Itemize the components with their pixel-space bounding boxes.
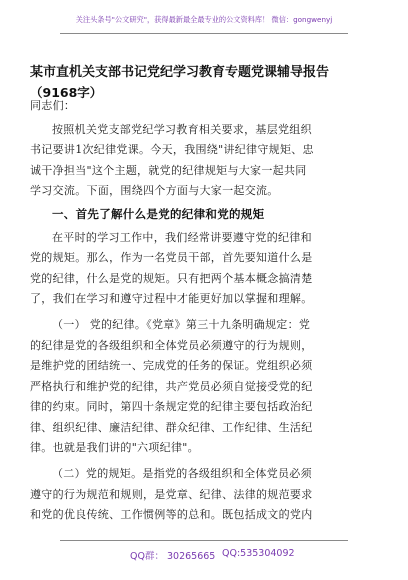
footer-qq-contact: QQ:535304092 [222, 548, 295, 559]
paragraph-line: 的纪律是党的各级组织和全体党员必须遵守的行为规则， [30, 339, 313, 352]
paragraph-line: 在平时的学习工作中，我们经常讲要遵守党的纪律和 [52, 231, 312, 244]
paragraph-line: 了，我们在学习和遵守过程中才能更好加以掌握和理解。 [30, 292, 313, 305]
document-title: 某市直机关支部书记党纪学习教育专题党课辅导报告 [30, 65, 330, 80]
page-header [0, 0, 408, 40]
header-divider [60, 33, 348, 34]
paragraph-line: 诚干净担当"这个主题，就党的纪律规矩与大家一起共同 [30, 164, 307, 177]
paragraph-line: （一） 党的纪律。《党章》第三十九条明确规定：党 [52, 318, 311, 331]
paragraph-line: 按照机关党支部党纪学习教育相关要求，基层党组织 [52, 123, 312, 136]
paragraph-line: 是维护党的团结统一、完成党的任务的保证。党组织必须 [30, 359, 313, 372]
paragraph-line: 书记要讲1次纪律党课。今天，我围绕"讲纪律守规矩、忠 [30, 143, 314, 156]
paragraph-line: 律。也就是我们讲的"六项纪律"。 [30, 441, 199, 454]
greeting: 同志们： [30, 99, 76, 112]
word-count: （9168字） [30, 85, 103, 100]
paragraph-line: （二）党的规矩。是指党的各级组织和全体党员必须 [52, 467, 312, 480]
paragraph-line: 学习交流。下面，围绕四个方面与大家一起交流。 [30, 184, 279, 197]
footer-divider [60, 540, 348, 541]
paragraph-line: 严格执行和维护党的纪律，共产党员必须自觉接受党的纪 [30, 380, 313, 393]
paragraph-line: 党的纪律，什么是党的规矩。只有把两个基本概念搞清楚 [30, 272, 313, 285]
paragraph-line: 遵守的行为规范和规则，是党章、纪律、法律的规范要求 [30, 488, 313, 501]
paragraph-line: 律的约束。同时，第四十条规定党的纪律主要包括政治纪 [30, 400, 313, 413]
header-promo-text: 关注头条号"公文研究"，获得最新最全最专业的公文资料库！ 微信：gongwenyj [75, 15, 333, 24]
paragraph-line: 律、组织纪律、廉洁纪律、群众纪律、工作纪律、生活纪 [30, 421, 313, 434]
paragraph-line: 党的规矩。那么，作为一名党员干部，首先要知道什么是 [30, 251, 313, 264]
section-heading: 一、首先了解什么是党的纪律和党的规矩 [52, 207, 265, 221]
footer-qq-group: QQ群： 30265665 [130, 551, 216, 562]
page-footer [0, 540, 408, 580]
paragraph-line: 和党的优良传统、工作惯例等的总和。既包括成文的党内 [30, 508, 313, 521]
